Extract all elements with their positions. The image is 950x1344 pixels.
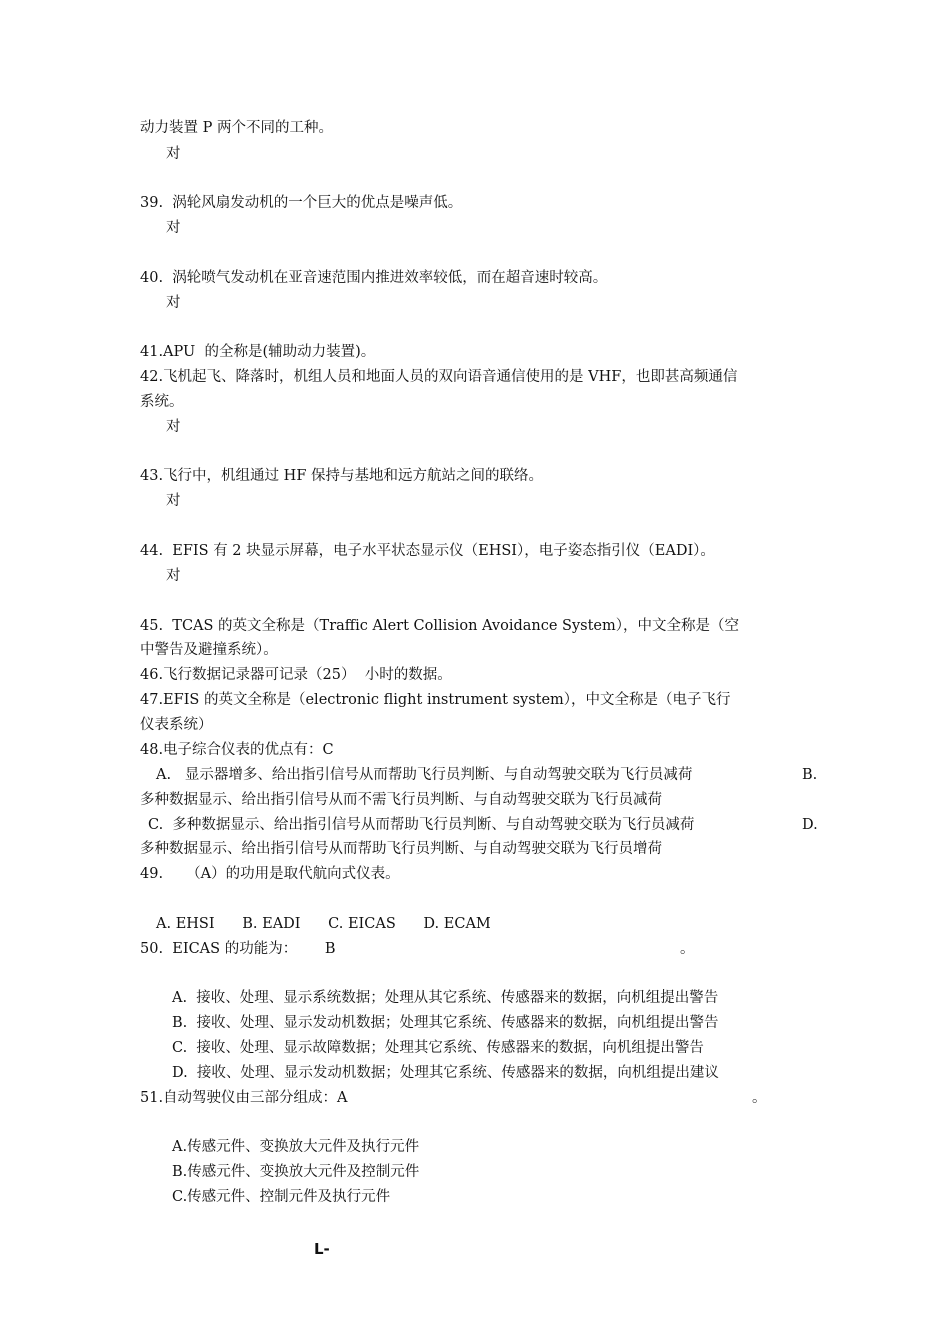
- page-mark: L-: [314, 1240, 330, 1258]
- question-46: 46.飞行数据记录器可记录（25） 小时的数据。: [140, 667, 452, 683]
- question-50: 50. EICAS 的功能为： B: [140, 941, 336, 957]
- question-45-cont: 中警告及避撞系统）。: [140, 642, 278, 658]
- option-c: C. 接收、处理、显示故障数据；处理其它系统、传感器来的数据，向机组提出警告: [172, 1040, 704, 1056]
- question-51-end: 。: [752, 1090, 767, 1106]
- option-d: D. 接收、处理、显示发动机数据；处理其它系统、传感器来的数据，向机组提出建议: [172, 1065, 719, 1081]
- option-a: A.传感元件、变换放大元件及执行元件: [172, 1139, 420, 1155]
- text-line: 动力装置 P 两个不同的工种。: [140, 120, 333, 136]
- option-a: A. 显示器增多、给出指引信号从而帮助飞行员判断、与自动驾驶交联为飞行员减荷: [156, 767, 693, 783]
- answer-line: 对: [166, 568, 181, 584]
- option-b-text: 多种数据显示、给出指引信号从而不需飞行员判断、与自动驾驶交联为飞行员减荷: [140, 792, 662, 808]
- answer-line: 对: [166, 220, 181, 236]
- question-48: 48.电子综合仪表的优点有：C: [140, 742, 334, 758]
- option-b-label: B.: [802, 767, 818, 783]
- answer-line: 对: [166, 419, 181, 435]
- question-39: 39. 涡轮风扇发动机的一个巨大的优点是噪声低。: [140, 195, 463, 211]
- answer-line: 对: [166, 295, 181, 311]
- question-41: 41.APU 的全称是(辅助动力装置)。: [140, 344, 376, 360]
- question-50-end: 。: [680, 941, 695, 957]
- option-a: A. 接收、处理、显示系统数据；处理从其它系统、传感器来的数据，向机组提出警告: [172, 990, 719, 1006]
- question-42: 42.飞机起飞、降落时，机组人员和地面人员的双向语音通信使用的是 VHF，也即甚高频通信: [140, 369, 738, 385]
- option-c: C.传感元件、控制元件及执行元件: [172, 1189, 391, 1205]
- question-40: 40. 涡轮喷气发动机在亚音速范围内推进效率较低，而在超音速时较高。: [140, 270, 608, 286]
- option-d-label: D.: [802, 817, 818, 833]
- question-45: 45. TCAS 的英文全称是（Traffic Alert Collision Avoidance System），中文全称是（空: [140, 618, 740, 634]
- question-49-options: A. EHSI B. EADI C. EICAS D. ECAM: [156, 916, 491, 932]
- option-b: B. 接收、处理、显示发动机数据；处理其它系统、传感器来的数据，向机组提出警告: [172, 1015, 719, 1031]
- option-c: C. 多种数据显示、给出指引信号从而帮助飞行员判断、与自动驾驶交联为飞行员减荷: [148, 817, 695, 833]
- question-47-cont: 仪表系统）: [140, 717, 213, 733]
- question-51: 51.自动驾驶仪由三部分组成：A: [140, 1090, 348, 1106]
- option-d-text: 多种数据显示、给出指引信号从而帮助飞行员判断、与自动驾驶交联为飞行员增荷: [140, 841, 662, 857]
- answer-line: 对: [166, 493, 181, 509]
- question-43: 43.飞行中，机组通过 HF 保持与基地和远方航站之间的联络。: [140, 468, 543, 484]
- answer-line: 对: [166, 146, 181, 162]
- option-b: B.传感元件、变换放大元件及控制元件: [172, 1164, 420, 1180]
- question-42-cont: 系统。: [140, 394, 184, 410]
- question-47: 47.EFIS 的英文全称是（electronic flight instrument system），中文全称是（电子飞行: [140, 692, 731, 708]
- question-49: 49. （A）的功用是取代航向式仪表。: [140, 866, 400, 882]
- question-44: 44. EFIS 有 2 块显示屏幕，电子水平状态显示仪（EHSI），电子姿态指引仪（EADI）。: [140, 543, 715, 559]
